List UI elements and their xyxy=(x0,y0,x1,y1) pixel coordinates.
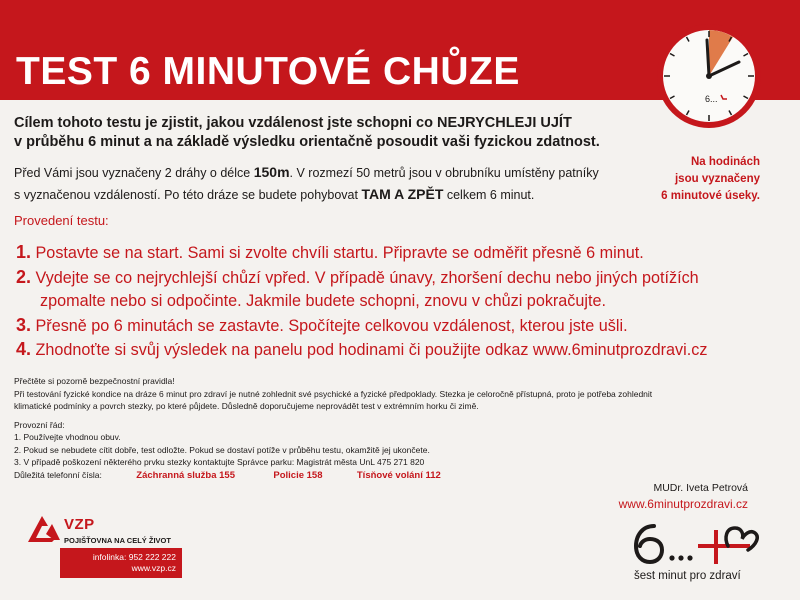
rule-item: 3. V případě poškození některého prvku stezky kontaktujte Správce parku: Magistrát města UnL 475 271 820 xyxy=(14,457,425,467)
step-1 xyxy=(16,241,786,266)
description-text: s vyznačenou vzdáleností. Po této dráze se budete pohybovat xyxy=(14,188,362,202)
phone-police: Policie 158 xyxy=(273,469,323,481)
clock-icon xyxy=(655,22,763,130)
clock-note-line: Na hodinách xyxy=(690,156,760,168)
description-line-1 xyxy=(14,162,634,184)
step-text: zpomalte nebo si odpočinte. Jakmile budete schopni, znovu v chůzi pokračujte. xyxy=(40,292,606,310)
step-2-continued xyxy=(16,290,786,314)
clock-note xyxy=(640,154,760,205)
vzp-tagline: POJIŠŤOVNA NA CELÝ ŽIVOT xyxy=(64,536,171,545)
step-text: Zhodnoťte si svůj výsledek na panelu pod hodinami či použijte odkaz www.6minutprozdravi.cz xyxy=(31,341,708,359)
step-number: 3. xyxy=(16,314,32,335)
rules-title: Provozní řád: xyxy=(14,419,65,430)
safety-rules xyxy=(14,375,754,482)
step-4 xyxy=(16,338,786,363)
phone-emergency: Tísňové volání 112 xyxy=(356,469,441,481)
step-3 xyxy=(16,314,786,339)
intro-line-2: v průběhu 6 minut a na základě výsledku orientačně posoudit vaši fyzickou zdatnost. xyxy=(14,134,600,150)
phones-label: Důležitá telefonní čísla: xyxy=(14,469,102,480)
author-url: www.6minutprozdravi.cz xyxy=(618,497,748,511)
procedure-title: Provedení testu: xyxy=(14,213,109,228)
brand-tagline: šest minut pro zdraví xyxy=(634,570,741,582)
phone-ambulance: Záchranná služba 155 xyxy=(136,469,235,481)
clock-logo-text: 6... xyxy=(705,94,718,104)
step-number: 4. xyxy=(16,339,32,359)
safety-text: Při testování fyzické kondice na dráze 6 minut pro zdraví je nutné zohlednit své psychické a fyzické předpoklady. Stezka je celoročně přístupná, proto je potřeba zohlednit xyxy=(14,388,653,399)
rule-item: 1. Používejte vhodnou obuv. xyxy=(14,432,121,442)
board-title: TEST 6 MINUTOVÉ CHŮZE xyxy=(16,50,520,93)
direction-emphasis: TAM A ZPĚT xyxy=(361,186,444,202)
description-line-2 xyxy=(14,184,634,206)
vzp-web: www.vzp.cz xyxy=(131,563,176,573)
vzp-name: VZP xyxy=(64,516,95,533)
vzp-logo-icon xyxy=(26,512,62,544)
description-text: celkem 6 minut. xyxy=(443,188,535,202)
step-text: Postavte se na start. Sami si zvolte chvíli startu. Připravte se odměřit přesně 6 minut. xyxy=(31,244,644,262)
description xyxy=(14,162,634,206)
author-block xyxy=(560,480,748,512)
intro-text xyxy=(14,114,664,152)
six-minutes-logo-icon xyxy=(632,520,762,566)
brand-block xyxy=(632,520,762,590)
safety-heading: Přečtěte si pozorně bezpečnostní pravidla! xyxy=(14,376,175,386)
step-number: 1. xyxy=(16,242,32,262)
clock-note-line: 6 minutové úseky. xyxy=(661,190,760,202)
clock-note-line: jsou vyznačeny xyxy=(674,173,760,185)
intro-line-1: Cílem tohoto testu je zjistit, jakou vzdálenost jste schopni co NEJRYCHLEJI UJÍT xyxy=(14,115,572,131)
step-2 xyxy=(16,266,786,291)
vzp-infoline: infolinka: 952 222 222 xyxy=(92,552,176,562)
vzp-contact-box xyxy=(60,548,182,578)
step-number: 2. xyxy=(16,266,32,287)
step-text: Vydejte se co nejrychlejší chůzí vpřed. V případě únavy, zhoršení dechu nebo jiných potížích xyxy=(31,268,699,287)
vzp-block xyxy=(26,512,196,582)
rule-item: 2. Pokud se nebudete cítit dobře, test odložte. Pokud se dostaví potíže v průběhu testu, okamžitě jej ukončete. xyxy=(14,444,430,455)
author-name: MUDr. Iveta Petrová xyxy=(653,482,748,494)
track-length: 150m xyxy=(253,164,290,180)
description-text: . V rozmezí 50 metrů jsou v obrubníku umístěny patníky xyxy=(289,166,599,180)
procedure-steps xyxy=(16,241,786,363)
safety-text: klimatické podmínky a povrch stezky, po které půjdete. Důsledně doporučujeme neprovádět test v extrémním horku či zimě. xyxy=(14,401,479,411)
description-text: Před Vámi jsou vyznačeny 2 dráhy o délce xyxy=(14,166,254,180)
step-text: Přesně po 6 minutách se zastavte. Spočítejte celkovou vzdálenost, kterou jste ušli. xyxy=(31,316,628,335)
